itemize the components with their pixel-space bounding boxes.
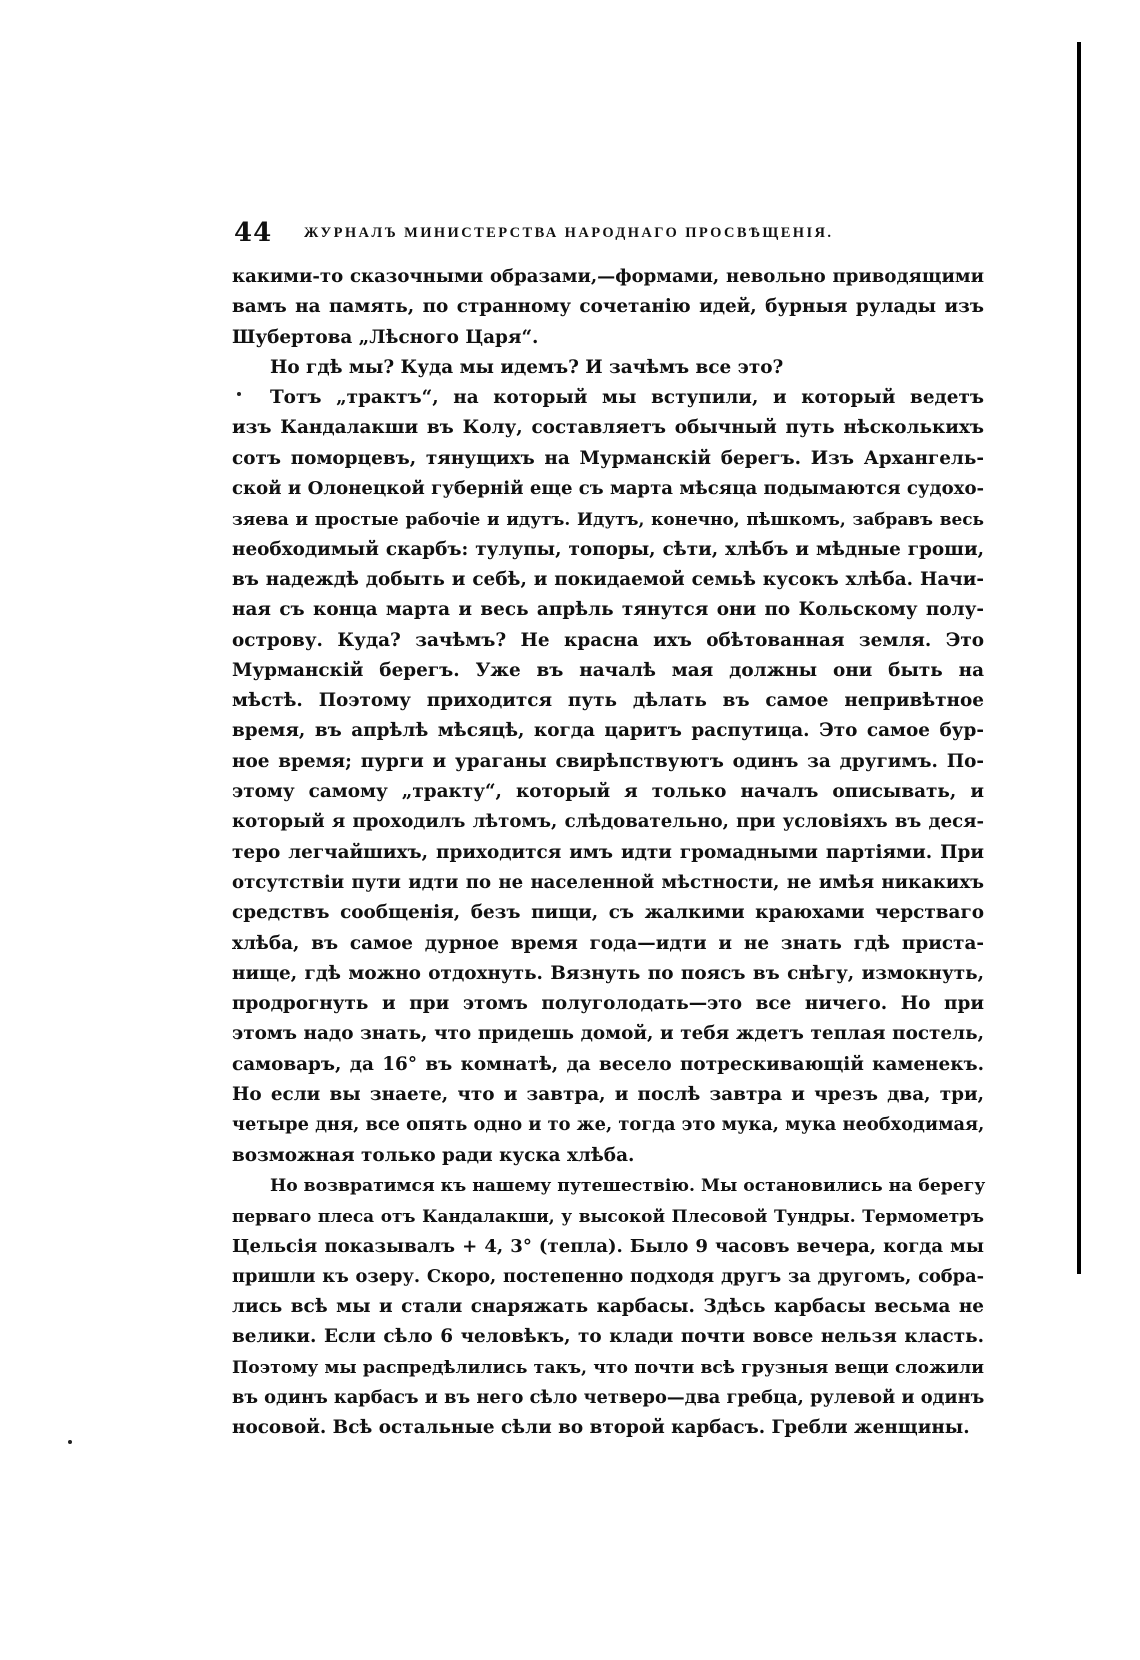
- body-text: [232, 262, 984, 1444]
- text-line: изъ Кандалакши въ Колу, составляетъ обычный путь нѣсколькихъ: [232, 417, 984, 439]
- text-line: Поэтому мы распредѣлились такъ, что почти всѣ грузныя вещи сложили: [232, 1357, 984, 1378]
- text-line: ное время; пурги и ураганы свирѣпствуютъ одинъ за другимъ. По-: [232, 750, 984, 772]
- paragraph: [232, 383, 984, 1171]
- journal-title: ЖУРНАЛЪ МИНИСТЕРСТВА НАРОДНАГО ПРОСВѢЩЕНІЯ.: [304, 225, 834, 241]
- text-line: четыре дня, все опять одно и то же, тогда это мука, мука необходимая,: [232, 1114, 985, 1136]
- text-line: острову. Куда? зачѣмъ? Не красна ихъ обѣтованная земля. Это: [232, 629, 984, 651]
- text-line: Но возвратимся къ нашему путешествію. Мы остановились на берегу: [270, 1175, 986, 1196]
- text-line: въ надеждѣ добыть и себѣ, и покидаемой семьѣ кусокъ хлѣба. Начи-: [232, 568, 984, 590]
- text-line: самоваръ, да 16° въ комнатѣ, да весело потрескивающій каменекъ.: [232, 1053, 984, 1075]
- text-line: отсутствіи пути идти по не населенной мѣстности, не имѣя никакихъ: [232, 871, 984, 893]
- paragraph: [232, 1171, 984, 1444]
- text-line: мѣстѣ. Поэтому приходится путь дѣлать въ самое непривѣтное: [232, 690, 984, 712]
- text-line: вамъ на память, по странному сочетанію идей, бурныя рулады изъ: [232, 296, 984, 318]
- text-line: Мурманскій берегъ. Уже въ началѣ мая должны они быть на: [232, 659, 984, 681]
- page-binding-edge: [1077, 42, 1081, 1274]
- text-line: сотъ поморцевъ, тянущихъ на Мурманскій берегъ. Изъ Архангель-: [232, 447, 984, 469]
- running-head: [232, 218, 984, 250]
- text-line: который я проходилъ лѣтомъ, слѣдовательно, при условіяхъ въ деся-: [232, 811, 984, 833]
- text-line: зяева и простые рабочіе и идутъ. Идутъ, конечно, пѣшкомъ, забравъ весь: [232, 509, 984, 530]
- text-line: теро легчайшихъ, приходится имъ идти громадными партіями. При: [232, 841, 984, 863]
- book-page: [232, 218, 984, 1444]
- text-line: въ одинъ карбасъ и въ него сѣло четверо—два гребца, рулевой и одинъ: [232, 1386, 985, 1408]
- text-line: продрогнуть и при этомъ полуголодать—это все ничего. Но при: [232, 993, 984, 1015]
- text-line: время, въ апрѣлѣ мѣсяцѣ, когда царитъ распутица. Это самое бур-: [232, 720, 984, 742]
- text-line: Но если вы знаете, что и завтра, и послѣ завтра и чрезъ два, три,: [232, 1084, 984, 1106]
- text-line: возможная только ради куска хлѣба.: [232, 1144, 635, 1166]
- text-line: средствъ сообщенія, безъ пищи, съ жалкими краюхами черстваго: [232, 902, 984, 924]
- text-line: ная съ конца марта и весь апрѣль тянутся они по Кольскому полу-: [232, 599, 984, 621]
- text-line: какими-то сказочными образами,—формами, невольно приводящими: [232, 266, 984, 287]
- paragraph: [232, 353, 984, 383]
- text-line: ской и Олонецкой губерній еще съ марта мѣсяца подымаются судохо-: [232, 478, 985, 500]
- text-line: велики. Если сѣло 6 человѣкъ, то клади почти вовсе нельзя класть.: [232, 1326, 984, 1348]
- text-line: необходимый скарбъ: тулупы, топоры, сѣти, хлѣбъ и мѣдные гроши,: [232, 538, 984, 560]
- text-line: перваго плеса отъ Кандалакши, у высокой Плесовой Тундры. Термометръ: [232, 1206, 984, 1227]
- text-line: Тотъ „трактъ“, на который мы вступили, и который ведетъ: [270, 387, 984, 409]
- text-line: Цельсія показывалъ + 4, 3° (тепла). Было 9 часовъ вечера, когда мы: [232, 1235, 984, 1257]
- text-line: этому самому „тракту“, который я только началъ описывать, и: [232, 781, 984, 803]
- text-line: носовой. Всѣ остальные сѣли во второй карбасъ. Гребли женщины.: [232, 1417, 970, 1439]
- paragraph: [232, 262, 984, 353]
- text-line: нище, гдѣ можно отдохнуть. Вязнуть по поясъ въ снѣгу, измокнуть,: [232, 962, 984, 984]
- text-line: этомъ надо знать, что придешь домой, и тебя ждетъ теплая постель,: [232, 1023, 984, 1045]
- text-line: пришли къ озеру. Скоро, постепенно подходя другъ за другомъ, собра-: [232, 1265, 984, 1287]
- text-line: Шубертова „Лѣсного Царя“.: [232, 326, 539, 348]
- text-line: Но гдѣ мы? Куда мы идемъ? И зачѣмъ все это?: [270, 356, 784, 378]
- text-line: лись всѣ мы и стали снаряжать карбасы. Здѣсь карбасы весьма не: [232, 1296, 984, 1318]
- text-line: хлѣба, въ самое дурное время года—идти и не знать гдѣ приста-: [232, 932, 984, 954]
- page-number: 44: [234, 218, 273, 248]
- print-speck: [68, 1440, 72, 1444]
